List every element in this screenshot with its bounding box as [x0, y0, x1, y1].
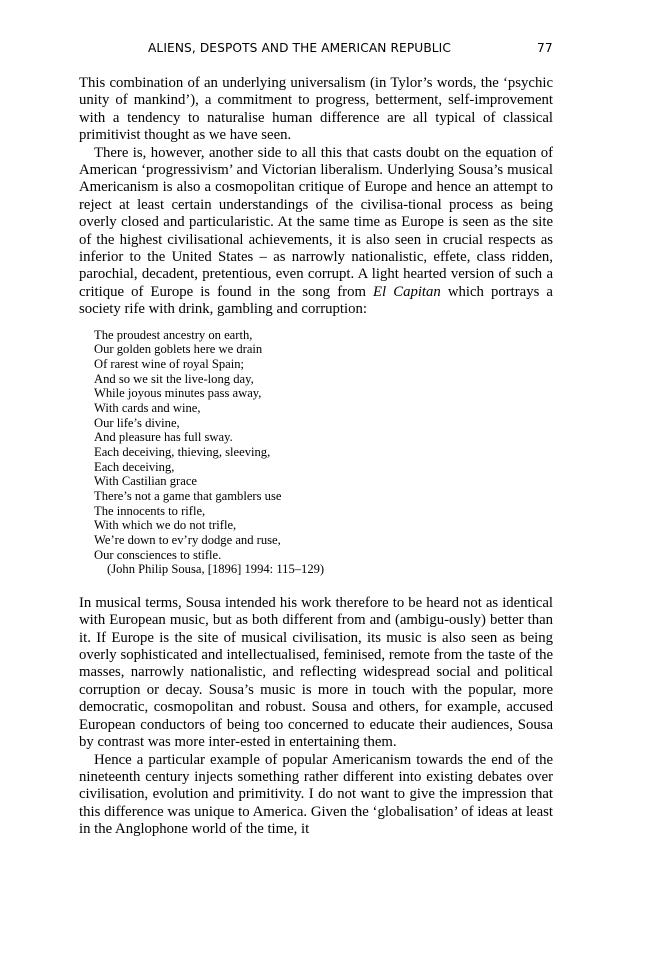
paragraph-2-end: which portrays a society rife with drink, gambling and corruption:	[79, 283, 553, 318]
verse-line: While joyous minutes pass away,	[94, 386, 262, 401]
verse-line: Each deceiving, thieving, sleeving,	[94, 444, 271, 459]
paragraph-1: This combination of an underlying universalism (in Tylor’s words, the ‘psychic unity of mankind’), a commitment to progress, betterment, self-improvement with a tendency to naturalise human difference are all typical of classical primitivist thought as we have seen.	[79, 75, 553, 144]
verse-line: We’re down to ev’ry dodge and ruse,	[94, 532, 281, 547]
paragraph-2-text: There is, however, another side to all this that casts doubt on the equation of American ‘progressivism’ and Victorian liberalism. Underlying Sousa’s musical Americanism is also a cosmopolitan critique of Europe and hence an attempt to reject at least certain understandings of the civilisa-tional process as being overly closed and particularistic. At the same time as Europe is seen as the site of the highest civilisational achievements, it is also seen in crucial respects as inferior to the United States – as narrowly nationalistic, effete, class ridden, parochial, decadent, pretentious, even corrupt. A light hearted version of such a critique of Europe is found in the song from	[79, 144, 553, 300]
paragraph-3: In musical terms, Sousa intended his work therefore to be heard not as identical with European music, but as both different from and (ambigu-ously) better than it. If Europe is the site of musical civilisation, its music is also seen as being overly sophisticated and intellectualised, feminised, remote from the taste of the masses, narrowly nationalistic, and reflecting widespread social and political corruption or decay. Sousa’s music is more in touch with the popular, more democratic, cosmopolitan and robust. Sousa and others, for example, accused European conductors of being too concerned to educate their audiences, Sousa by contrast was more inter-ested in entertaining them.	[79, 594, 553, 751]
running-title: ALIENS, DESPOTS AND THE AMERICAN REPUBLIC	[148, 41, 451, 55]
verse-line: And pleasure has full sway.	[94, 430, 233, 445]
verse-line: With cards and wine,	[94, 400, 201, 415]
verse-quotation	[94, 328, 553, 577]
verse-line: With Castilian grace	[94, 474, 198, 489]
verse-line: And so we sit the live-long day,	[94, 371, 254, 386]
verse-line: The innocents to rifle,	[94, 503, 206, 518]
verse-line: Our consciences to stifle.	[94, 547, 222, 562]
body-text	[79, 75, 553, 839]
page-number: 77	[537, 41, 553, 55]
verse-citation: (John Philip Sousa, [1896] 1994: 115–129)	[107, 562, 325, 577]
verse-line: Of rarest wine of royal Spain;	[94, 357, 245, 371]
verse-line: With which we do not trifle,	[94, 518, 237, 533]
song-title: El Capitan	[373, 283, 441, 300]
paragraph-2	[79, 145, 553, 319]
running-header	[0, 39, 650, 59]
verse-line: There’s not a game that gamblers use	[94, 488, 282, 503]
verse-line: Each deceiving,	[94, 459, 175, 474]
paragraph-4: Hence a particular example of popular Americanism towards the end of the nineteenth century injects something rather different into existing debates over civilisation, evolution and primitivity. I do not want to give the impression that this difference was unique to America. Given the ‘globalisation’ of ideas at least in the Anglophone world of the time, it	[79, 751, 553, 838]
verse-line: The proudest ancestry on earth,	[94, 327, 253, 342]
verse-line: Our life’s divine,	[94, 415, 180, 430]
verse-line: Our golden goblets here we drain	[94, 342, 263, 357]
